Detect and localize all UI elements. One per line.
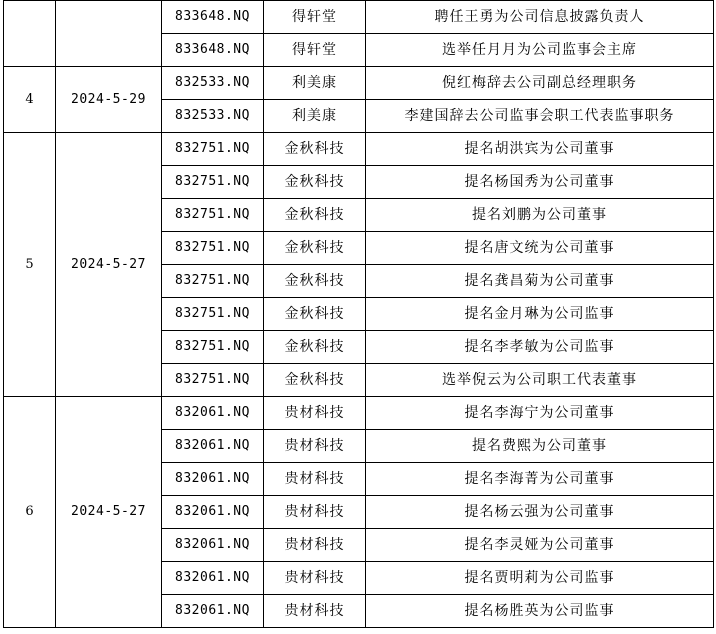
table-row xyxy=(4,1,714,34)
stock-code-cell: 832751.NQ xyxy=(162,364,264,397)
event-description-cell: 倪红梅辞去公司副总经理职务 xyxy=(366,67,714,100)
company-name-cell: 利美康 xyxy=(264,67,366,100)
row-number-cell: 4 xyxy=(4,67,56,133)
event-description-cell: 聘任王勇为公司信息披露负责人 xyxy=(366,1,714,34)
event-description-cell: 提名金月琳为公司监事 xyxy=(366,298,714,331)
company-name-cell: 贵材科技 xyxy=(264,562,366,595)
date-cell: 2024-5-29 xyxy=(56,67,162,133)
stock-code-cell: 832061.NQ xyxy=(162,397,264,430)
stock-code-cell: 832061.NQ xyxy=(162,595,264,628)
event-description-cell: 提名李海宁为公司董事 xyxy=(366,397,714,430)
event-description-cell: 提名胡洪宾为公司董事 xyxy=(366,133,714,166)
company-name-cell: 金秋科技 xyxy=(264,232,366,265)
stock-code-cell: 832751.NQ xyxy=(162,232,264,265)
stock-code-cell: 832061.NQ xyxy=(162,562,264,595)
stock-code-cell: 832751.NQ xyxy=(162,199,264,232)
event-description-cell: 提名李海菁为公司董事 xyxy=(366,463,714,496)
company-name-cell: 贵材科技 xyxy=(264,430,366,463)
date-cell: 2024-5-27 xyxy=(56,133,162,397)
company-name-cell: 金秋科技 xyxy=(264,331,366,364)
event-description-cell: 提名李孝敏为公司监事 xyxy=(366,331,714,364)
event-description-cell: 提名李灵娅为公司董事 xyxy=(366,529,714,562)
company-name-cell: 贵材科技 xyxy=(264,463,366,496)
table-row xyxy=(4,67,714,100)
row-number-cell xyxy=(4,1,56,67)
event-description-cell: 提名龚昌菊为公司董事 xyxy=(366,265,714,298)
stock-code-cell: 832751.NQ xyxy=(162,298,264,331)
table-row xyxy=(4,397,714,430)
stock-code-cell: 832533.NQ xyxy=(162,67,264,100)
company-name-cell: 金秋科技 xyxy=(264,298,366,331)
company-name-cell: 得轩堂 xyxy=(264,1,366,34)
event-description-cell: 提名杨国秀为公司董事 xyxy=(366,166,714,199)
company-name-cell: 金秋科技 xyxy=(264,133,366,166)
event-description-cell: 提名费熙为公司董事 xyxy=(366,430,714,463)
stock-code-cell: 832751.NQ xyxy=(162,265,264,298)
company-name-cell: 金秋科技 xyxy=(264,265,366,298)
company-name-cell: 金秋科技 xyxy=(264,199,366,232)
stock-code-cell: 832751.NQ xyxy=(162,133,264,166)
company-name-cell: 得轩堂 xyxy=(264,34,366,67)
row-number-cell: 6 xyxy=(4,397,56,628)
row-number-cell: 5 xyxy=(4,133,56,397)
stock-code-cell: 832533.NQ xyxy=(162,100,264,133)
company-name-cell: 贵材科技 xyxy=(264,595,366,628)
table-body xyxy=(4,1,714,628)
event-description-cell: 提名贾明莉为公司监事 xyxy=(366,562,714,595)
stock-code-cell: 833648.NQ xyxy=(162,34,264,67)
stock-code-cell: 832751.NQ xyxy=(162,166,264,199)
event-description-cell: 选举任月月为公司监事会主席 xyxy=(366,34,714,67)
stock-code-cell: 832061.NQ xyxy=(162,430,264,463)
company-name-cell: 贵材科技 xyxy=(264,397,366,430)
table-row xyxy=(4,133,714,166)
company-name-cell: 金秋科技 xyxy=(264,166,366,199)
event-description-cell: 选举倪云为公司职工代表董事 xyxy=(366,364,714,397)
event-description-cell: 提名唐文统为公司董事 xyxy=(366,232,714,265)
stock-code-cell: 832751.NQ xyxy=(162,331,264,364)
stock-code-cell: 833648.NQ xyxy=(162,1,264,34)
date-cell: 2024-5-27 xyxy=(56,397,162,628)
company-name-cell: 贵材科技 xyxy=(264,529,366,562)
stock-code-cell: 832061.NQ xyxy=(162,529,264,562)
personnel-changes-table xyxy=(3,0,714,628)
stock-code-cell: 832061.NQ xyxy=(162,463,264,496)
event-description-cell: 提名杨胜英为公司监事 xyxy=(366,595,714,628)
company-name-cell: 贵材科技 xyxy=(264,496,366,529)
company-name-cell: 金秋科技 xyxy=(264,364,366,397)
company-name-cell: 利美康 xyxy=(264,100,366,133)
date-cell xyxy=(56,1,162,67)
event-description-cell: 提名杨云强为公司董事 xyxy=(366,496,714,529)
stock-code-cell: 832061.NQ xyxy=(162,496,264,529)
event-description-cell: 李建国辞去公司监事会职工代表监事职务 xyxy=(366,100,714,133)
event-description-cell: 提名刘鹏为公司董事 xyxy=(366,199,714,232)
